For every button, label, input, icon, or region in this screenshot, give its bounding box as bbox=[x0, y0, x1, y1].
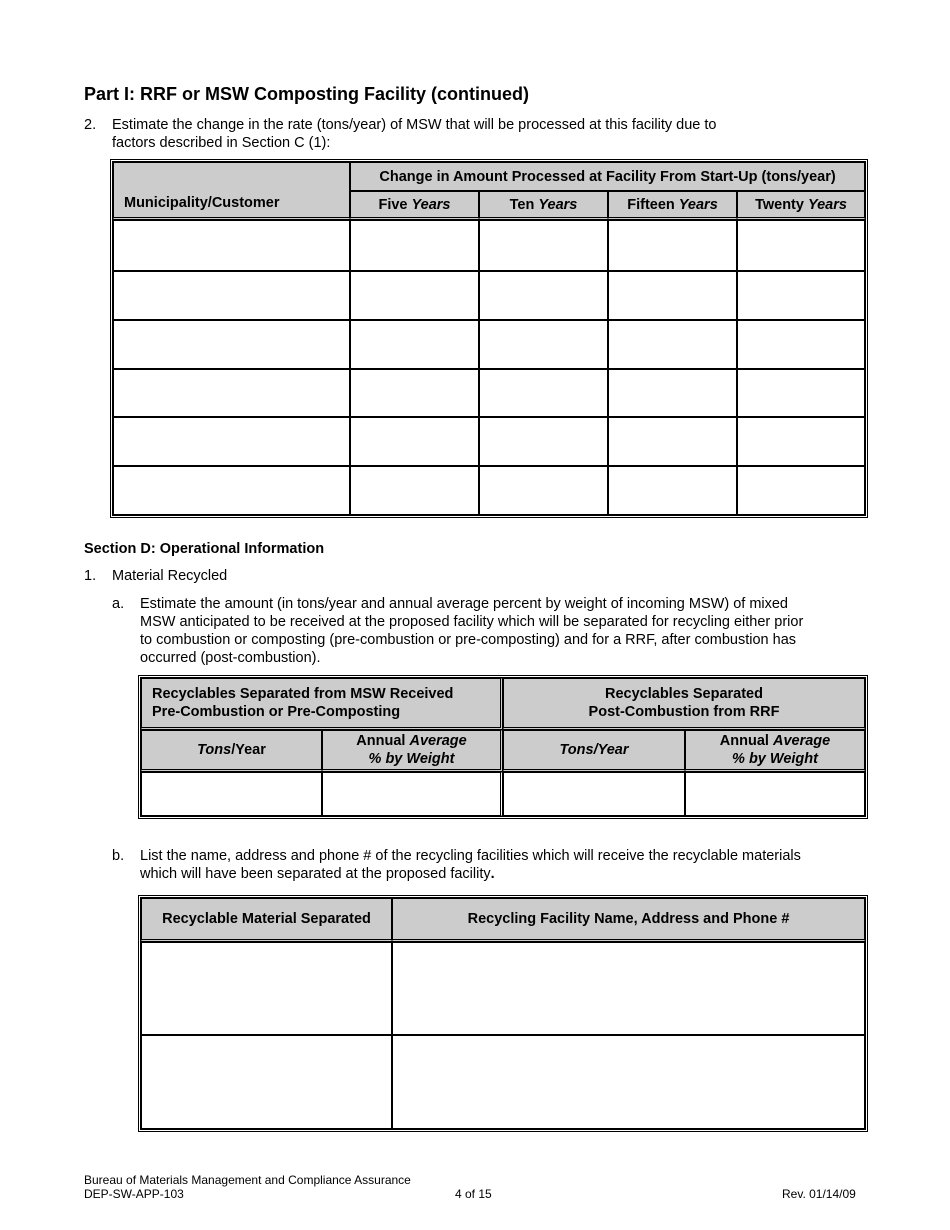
five-years-cell[interactable] bbox=[350, 220, 479, 271]
question-2-line-1: Estimate the change in the rate (tons/year) of MSW that will be processed at this facility due to bbox=[112, 117, 717, 133]
recycling-facility-cell[interactable] bbox=[392, 942, 865, 1035]
twenty-years-cell[interactable] bbox=[737, 417, 865, 466]
table-row bbox=[113, 466, 865, 515]
fifteen-years-header: Fifteen Years bbox=[608, 191, 737, 220]
post-annual-average-header: Annual Average % by Weight bbox=[685, 730, 865, 772]
page-title: Part I: RRF or MSW Composting Facility (continued) bbox=[84, 84, 529, 104]
fifteen-years-cell[interactable] bbox=[608, 417, 737, 466]
table-row bbox=[141, 1035, 865, 1129]
table-row bbox=[141, 772, 865, 816]
customer-cell[interactable] bbox=[113, 320, 350, 369]
footer-revision: Rev. 01/14/09 bbox=[782, 1187, 856, 1201]
post-combustion-header: Recyclables Separated Post-Combustion from RRF bbox=[503, 678, 865, 730]
fifteen-years-cell[interactable] bbox=[608, 369, 737, 417]
twenty-years-cell[interactable] bbox=[737, 320, 865, 369]
five-years-cell[interactable] bbox=[350, 466, 479, 515]
footer-page-number: 4 of 15 bbox=[455, 1187, 492, 1201]
fifteen-years-cell[interactable] bbox=[608, 466, 737, 515]
twenty-years-cell[interactable] bbox=[737, 369, 865, 417]
item-a-line-3: to combustion or composting (pre-combustion or pre-composting) and for a RRF, after combustion has bbox=[140, 632, 797, 648]
customer-cell[interactable] bbox=[113, 417, 350, 466]
table-row bbox=[113, 220, 865, 271]
question-2-line-2: factors described in Section C (1): bbox=[112, 135, 331, 151]
ten-years-cell[interactable] bbox=[479, 220, 608, 271]
customer-cell[interactable] bbox=[113, 466, 350, 515]
item-a-line-2: MSW anticipated to be received at the proposed facility which will be separated for recycling either prior bbox=[140, 614, 804, 630]
question-2-text bbox=[112, 116, 716, 152]
ten-years-cell[interactable] bbox=[479, 369, 608, 417]
recyclables-separated-table bbox=[138, 675, 868, 819]
pre-annual-average-cell[interactable] bbox=[322, 772, 503, 816]
section-d-heading: Section D: Operational Information bbox=[84, 541, 325, 557]
item-a-text bbox=[140, 595, 803, 667]
table-row bbox=[113, 271, 865, 320]
item-a-line-1: Estimate the amount (in tons/year and annual average percent by weight of incoming MSW) of mixed bbox=[140, 596, 788, 612]
post-tons-year-cell[interactable] bbox=[503, 772, 685, 816]
five-years-cell[interactable] bbox=[350, 369, 479, 417]
ten-years-cell[interactable] bbox=[479, 466, 608, 515]
five-years-cell[interactable] bbox=[350, 271, 479, 320]
table-row bbox=[113, 320, 865, 369]
recycling-facility-header: Recycling Facility Name, Address and Phone # bbox=[392, 898, 865, 942]
customer-cell[interactable] bbox=[113, 220, 350, 271]
question-2-number: 2. bbox=[84, 117, 97, 133]
recyclable-material-header: Recyclable Material Separated bbox=[141, 898, 392, 942]
footer-bureau: Bureau of Materials Management and Compliance Assurance bbox=[84, 1173, 411, 1187]
five-years-cell[interactable] bbox=[350, 417, 479, 466]
item-b-text bbox=[140, 847, 801, 883]
pre-tons-year-cell[interactable] bbox=[141, 772, 322, 816]
table-row bbox=[113, 417, 865, 466]
item-a-line-4: occurred (post-combustion). bbox=[140, 650, 321, 666]
item-1-number: 1. bbox=[84, 568, 97, 584]
item-a-label: a. bbox=[112, 596, 125, 612]
recycling-facilities-table bbox=[138, 895, 868, 1132]
ten-years-cell[interactable] bbox=[479, 320, 608, 369]
recycling-facility-cell[interactable] bbox=[392, 1035, 865, 1129]
five-years-cell[interactable] bbox=[350, 320, 479, 369]
five-years-header: Five Years bbox=[350, 191, 479, 220]
recyclable-material-cell[interactable] bbox=[141, 1035, 392, 1129]
change-in-amount-table bbox=[110, 159, 868, 518]
pre-annual-average-header: Annual Average % by Weight bbox=[322, 730, 503, 772]
item-b-line-1: List the name, address and phone # of the recycling facilities which will receive the recyclable materials bbox=[140, 848, 801, 864]
municipality-customer-header: Municipality/Customer bbox=[113, 162, 350, 220]
recyclable-material-cell[interactable] bbox=[141, 942, 392, 1035]
footer-form-id: DEP-SW-APP-103 bbox=[84, 1187, 184, 1201]
item-b-label: b. bbox=[112, 848, 125, 864]
twenty-years-cell[interactable] bbox=[737, 271, 865, 320]
table-row bbox=[141, 942, 865, 1035]
twenty-years-cell[interactable] bbox=[737, 466, 865, 515]
item-b-line-2: which will have been separated at the proposed facility. bbox=[140, 866, 495, 882]
customer-cell[interactable] bbox=[113, 271, 350, 320]
fifteen-years-cell[interactable] bbox=[608, 271, 737, 320]
fifteen-years-cell[interactable] bbox=[608, 220, 737, 271]
post-annual-average-cell[interactable] bbox=[685, 772, 865, 816]
ten-years-cell[interactable] bbox=[479, 417, 608, 466]
customer-cell[interactable] bbox=[113, 369, 350, 417]
item-1-label: Material Recycled bbox=[112, 568, 228, 584]
table-row bbox=[113, 369, 865, 417]
post-tons-year-header: Tons/Year bbox=[503, 730, 685, 772]
pre-combustion-header: Recyclables Separated from MSW Received Pre-Combustion or Pre-Composting bbox=[141, 678, 503, 730]
change-amount-group-header: Change in Amount Processed at Facility From Start-Up (tons/year) bbox=[350, 162, 865, 191]
twenty-years-header: Twenty Years bbox=[737, 191, 865, 220]
twenty-years-cell[interactable] bbox=[737, 220, 865, 271]
fifteen-years-cell[interactable] bbox=[608, 320, 737, 369]
pre-tons-year-header: Tons/Year bbox=[141, 730, 322, 772]
ten-years-cell[interactable] bbox=[479, 271, 608, 320]
ten-years-header: Ten Years bbox=[479, 191, 608, 220]
